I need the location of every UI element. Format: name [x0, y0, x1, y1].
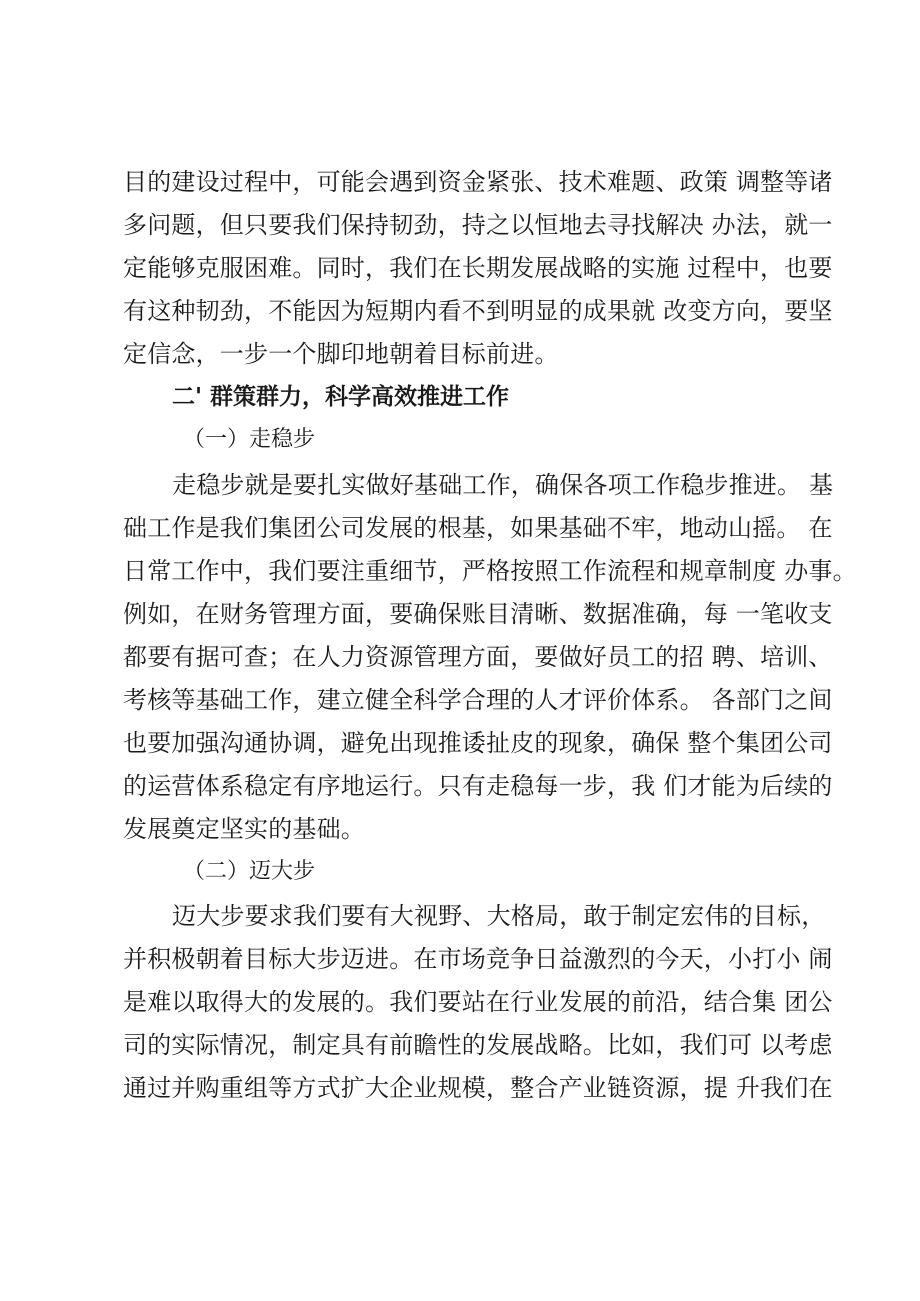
paragraph-line: 日常工作中，我们要注重细节，严格按照工作流程和规章制度 办事。 [123, 557, 857, 585]
paragraph-line: 目的建设过程中，可能会遇到资金紧张、技术难题、政策 调整等诸 [123, 168, 833, 196]
paragraph-line: 司的实际情况，制定具有前瞻性的发展战略。比如，我们可 以考虑 [123, 1031, 833, 1059]
paragraph-line: 础工作是我们集团公司发展的根基，如果基础不牢，地动山摇。 在 [123, 514, 833, 542]
paragraph-line: 考核等基础工作，建立健全科学合理的人才评价体系。 各部门之间 [123, 686, 833, 714]
paragraph-line: 也要加强沟通协调，避免出现推诿扯皮的现象，确保 整个集团公司 [123, 729, 833, 757]
paragraph-line: 迈大步要求我们要有大视野、大格局，敢于制定宏伟的目标， [172, 902, 826, 930]
subsection-heading: （一）走稳步 [183, 427, 316, 452]
paragraph-line: 的运营体系稳定有序地运行。只有走稳每一步，我 们才能为后续的 [123, 772, 833, 800]
paragraph-line: 有这种韧劲，不能因为短期内看不到明显的成果就 改变方向，要坚 [123, 297, 833, 325]
section-heading: 二' 群策群力，科学高效推进工作 [172, 384, 510, 410]
paragraph-line: 是难以取得大的发展的。我们要站在行业发展的前沿，结合集 团公 [123, 988, 833, 1016]
subsection-heading: （二）迈大步 [183, 859, 316, 884]
paragraph-line: 都要有据可查；在人力资源管理方面，要做好员工的招 聘、培训、 [123, 643, 833, 671]
paragraph-line: 并积极朝着目标大步迈进。在市场竞争日益激烈的今天，小打小 闹 [123, 945, 833, 973]
paragraph-line: 通过并购重组等方式扩大企业规模，整合产业链资源，提 升我们在 [123, 1074, 833, 1102]
paragraph-line: 多问题，但只要我们保持韧劲，持之以恒地去寻找解决 办法，就一 [123, 211, 833, 239]
paragraph-line: 发展奠定坚实的基础。 [123, 815, 365, 843]
paragraph-line: 走稳步就是要扎实做好基础工作，确保各项工作稳步推进。 基 [172, 471, 834, 499]
paragraph-line: 例如，在财务管理方面，要确保账目清晰、数据准确，每 一笔收支 [123, 600, 833, 628]
paragraph-line: 定信念，一步一个脚印地朝着目标前进。 [123, 340, 559, 368]
paragraph-line: 定能够克服困难。同时，我们在长期发展战略的实施 过程中，也要 [123, 254, 833, 282]
